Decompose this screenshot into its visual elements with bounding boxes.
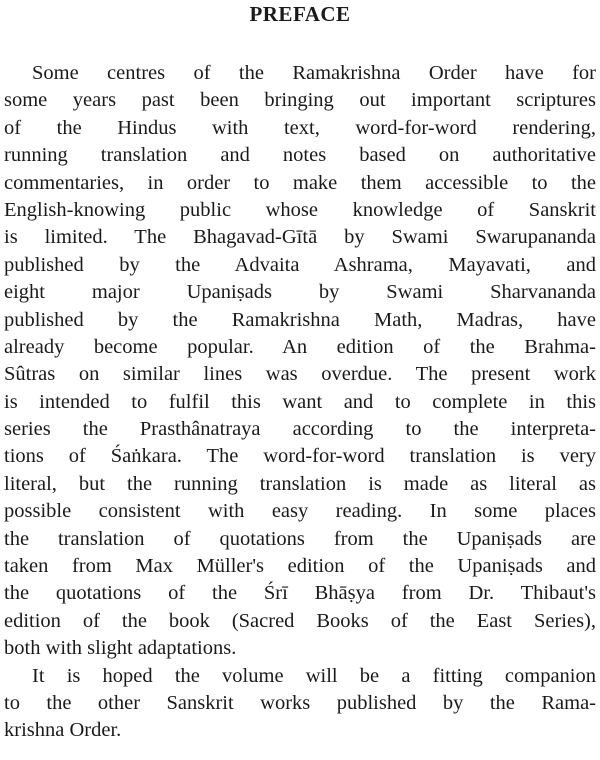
text-line: Sûtras on similar lines was overdue. The present work (4, 363, 596, 386)
page-title: PREFACE (249, 2, 351, 26)
text-line: taken from Max Müller's edition of the Upaniṣads and (4, 555, 596, 578)
text-line: is intended to fulfil this want and to complete in this (4, 390, 596, 413)
text-line: already become popular. An edition of the Brahma- (4, 335, 596, 358)
text-line: some years past been bringing out important scriptures (4, 89, 596, 112)
text-line: series the Prasthânatraya according to the interpreta- (4, 418, 596, 441)
text-line: published by the Advaita Ashrama, Mayavati, and (4, 253, 596, 276)
text-line: the translation of quotations from the Upaniṣads are (4, 527, 596, 550)
text-line: English-knowing public whose knowledge of Sanskrit (4, 198, 596, 221)
text-line: eight major Upaniṣads by Swami Sharvananda (4, 281, 596, 304)
text-line: edition of the book (Sacred Books of the East Series), (4, 609, 596, 632)
preface-body (4, 60, 596, 745)
text-line: Some centres of the Ramakrishna Order have for (32, 62, 596, 84)
text-line: both with slight adaptations. (4, 637, 237, 660)
text-line: literal, but the running translation is made as literal as (4, 472, 596, 495)
text-line: It is hoped the volume will be a fitting companion (32, 664, 596, 687)
text-line: possible consistent with easy reading. In some places (4, 500, 596, 523)
text-line: published by the Ramakrishna Math, Madras, have (4, 308, 596, 331)
text-line: is limited. The Bhagavad-Gītā by Swami Swarupananda (4, 226, 596, 249)
text-line: tions of Śaṅkara. The word-for-word translation is very (4, 445, 596, 468)
text-line: the quotations of the Śrī Bhāṣya from Dr. Thibaut's (4, 582, 596, 605)
text-line: running translation and notes based on authoritative (4, 144, 596, 167)
text-line: krishna Order. (4, 719, 122, 742)
text-line: commentaries, in order to make them accessible to the (4, 171, 596, 194)
text-line: of the Hindus with text, word-for-word rendering, (4, 116, 596, 139)
text-line: to the other Sanskrit works published by the Rama- (4, 691, 596, 714)
